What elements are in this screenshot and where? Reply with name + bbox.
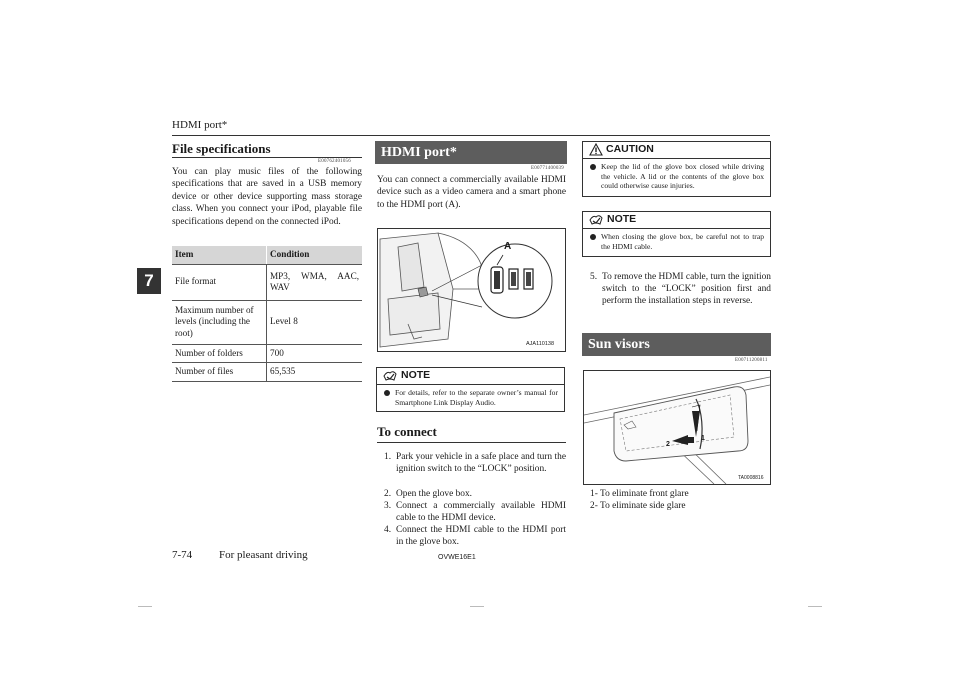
note-header (377, 368, 564, 385)
file-specs-body: You can play music files of the following specifications that are saved in a USB memory device or other device supporting mass storage class. When you connect your iPod, playable file specifications depend on the connected iPod. (172, 167, 362, 227)
note-box (582, 211, 771, 257)
file-specs-heading: File specifications (172, 141, 271, 156)
note-icon (383, 370, 397, 385)
crop-mark (808, 606, 822, 607)
caption-text: To eliminate front glare (600, 489, 689, 499)
note-text-wrap (377, 385, 564, 410)
step-text: Open the glove box. (396, 489, 473, 499)
crop-mark (138, 606, 152, 607)
hdmi-port-heading: HDMI port* (375, 141, 567, 164)
step-text: To remove the HDMI cable, turn the ignition switch to the “LOCK” position first and perform the installation steps in reverse. (602, 272, 771, 307)
table-header: Item (172, 246, 267, 264)
table-row (172, 344, 362, 363)
step-number: 3. (384, 501, 392, 511)
to-connect-heading: To connect (377, 424, 437, 439)
caption-item (590, 488, 771, 500)
table-row (172, 300, 362, 344)
hdmi-port-illustration (377, 228, 566, 352)
file-spec-table (172, 246, 362, 382)
step-text: Park your vehicle in a safe place and turn the ignition switch to the “LOCK” position. (396, 452, 566, 475)
running-header: HDMI port* (172, 119, 228, 131)
file-specs-rule (172, 157, 362, 158)
table-cell: 700 (267, 344, 363, 363)
figure-label-2: 2 (666, 441, 670, 448)
bullet-icon (590, 234, 596, 240)
caution-text-wrap (583, 159, 770, 194)
doc-code: OVWE16E1 (438, 554, 476, 561)
sun-visors-code: E00711200811 (735, 358, 768, 363)
to-connect-rule (377, 442, 566, 443)
caution-title: CAUTION (606, 143, 654, 155)
list-item (590, 271, 771, 308)
list-item (384, 451, 566, 475)
note-title: NOTE (607, 213, 637, 225)
figure-code: AJA110138 (526, 341, 555, 347)
header-rule (172, 135, 770, 136)
bullet-icon (384, 390, 390, 396)
list-item (384, 524, 566, 548)
caution-text: Keep the lid of the glove box closed while driving the vehicle. A lid or the contents of the glove box could otherwise cause injuries. (601, 162, 764, 190)
crop-mark (470, 606, 484, 607)
table-cell: Number of files (172, 363, 267, 382)
caption-number: 1- (590, 489, 598, 499)
note-text: For details, refer to the separate owner’s manual for Smartphone Link Display Audio. (395, 388, 558, 407)
caution-icon (589, 143, 603, 159)
step-number: 2. (384, 489, 392, 499)
step-number: 5. (590, 272, 598, 282)
sun-visor-illustration (583, 370, 771, 485)
step-number: 4. (384, 525, 392, 535)
note-text: When closing the glove box, be careful not to trap the HDMI cable. (601, 232, 764, 251)
table-cell: Number of folders (172, 344, 267, 363)
hdmi-code: E00771400039 (531, 166, 564, 171)
figure-code: TA0008816 (738, 475, 764, 481)
note-text-wrap (583, 229, 770, 254)
table-header-row (172, 246, 362, 264)
step-text: Connect a commercially available HDMI cable to the HDMI device. (396, 501, 566, 524)
hdmi-body: You can connect a commercially available HDMI device such as a video camera and a smart phone to the HDMI port (A). (377, 175, 566, 210)
table-header: Condition (267, 246, 363, 264)
note-header (583, 212, 770, 229)
table-cell: Maximum number of levels (including the root) (172, 300, 267, 344)
list-item (384, 488, 566, 500)
figure-label-1: 1 (701, 435, 705, 442)
note-title: NOTE (401, 369, 431, 381)
page-number: 7-74 (172, 549, 193, 561)
step-text: Connect the HDMI cable to the HDMI port in the glove box. (396, 525, 566, 548)
table-cell: MP3, WMA, AAC, WAV (267, 264, 363, 300)
chapter-tab: 7 (137, 268, 161, 294)
figure-label-a: A (504, 241, 512, 252)
file-specs-code: E00762401056 (318, 159, 351, 164)
note-icon (589, 214, 603, 229)
table-cell: Level 8 (267, 300, 363, 344)
caption-item (590, 500, 771, 512)
sun-visors-heading: Sun visors (582, 333, 771, 356)
bullet-icon (590, 164, 596, 170)
note-box (376, 367, 565, 412)
caution-box (582, 141, 771, 197)
table-row (172, 363, 362, 382)
table-cell: File format (172, 264, 267, 300)
list-item (384, 500, 566, 524)
footer-section: For pleasant driving (219, 549, 308, 561)
caution-header (583, 142, 770, 159)
step-number: 1. (384, 452, 392, 462)
table-cell: 65,535 (267, 363, 363, 382)
caption-number: 2- (590, 501, 598, 511)
table-row (172, 264, 362, 300)
caption-text: To eliminate side glare (600, 501, 686, 511)
